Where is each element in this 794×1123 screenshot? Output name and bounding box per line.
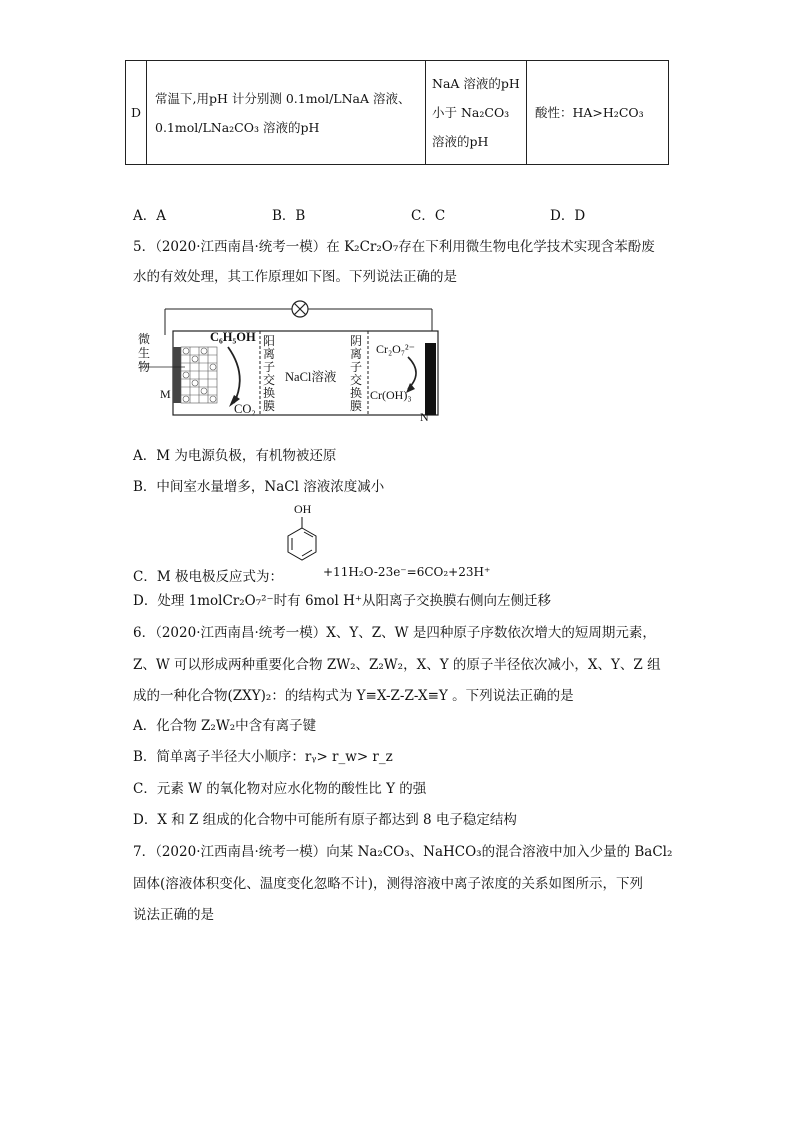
phenol-formula: C₆H₅OH xyxy=(210,330,256,344)
q6-stem-cont: 成的一种化合物(ZXY)₂：的结构式为 Y≡X-Z-Z-X≡Y 。下列说法正确的是 xyxy=(133,688,574,704)
microbe-label: 生 xyxy=(138,346,151,360)
cation-membrane-label: 子 xyxy=(263,360,276,374)
cation-membrane-label: 膜 xyxy=(263,399,276,413)
phenomenon-line: 溶液的pH xyxy=(432,134,489,149)
q7-stem-cont: 说法正确的是 xyxy=(133,907,214,923)
cation-membrane-label: 交 xyxy=(263,373,276,387)
anion-membrane-label: 交 xyxy=(350,373,363,387)
choice-a[interactable]: A．A xyxy=(133,208,166,224)
table-row xyxy=(126,61,669,165)
q6-option-c[interactable]: C．元素 W 的氧化物对应水化物的酸性比 Y 的强 xyxy=(133,781,427,797)
choice-d[interactable]: D．D xyxy=(550,208,586,224)
phenomenon-cell xyxy=(426,61,527,165)
nacl-label: NaCl溶液 xyxy=(285,370,337,384)
operation-line: 0.1mol/LNa₂CO₃ 溶液的pH xyxy=(155,119,320,135)
dichromate-label: Cr₂O₇²⁻ xyxy=(376,342,415,356)
q5-stem: 5．（2020·江西南昌·统考一模）在 K₂Cr₂O₇存在下利用微生物电化学技术实现含苯酚废 xyxy=(133,239,655,255)
co2-label: CO₂ xyxy=(234,402,256,416)
phenomenon-line: NaA 溶液的pH xyxy=(432,76,520,91)
operation-cell xyxy=(147,61,426,165)
bulb-icon xyxy=(292,301,308,317)
q6-stem-cont: Z、W 可以形成两种重要化合物 ZW₂、Z₂W₂，X、Y 的原子半径依次减小，X、Y、Z 组 xyxy=(133,657,661,673)
electrode-n xyxy=(425,343,436,415)
cation-membrane-label: 阳 xyxy=(263,334,276,348)
q6-option-d[interactable]: D．X 和 Z 组成的化合物中可能所有原子都达到 8 电子稳定结构 xyxy=(133,812,517,828)
anion-membrane-label: 离 xyxy=(350,347,363,361)
cation-membrane-label: 换 xyxy=(263,386,276,400)
q5-option-b[interactable]: B．中间室水量增多，NaCl 溶液浓度减小 xyxy=(133,479,385,495)
choice-c[interactable]: C．C xyxy=(411,208,446,224)
q6-stem: 6．（2020·江西南昌·统考一模）X、Y、Z、W 是四种原子序数依次增大的短周期元素， xyxy=(133,625,656,641)
q7-stem: 7．（2020·江西南昌·统考一模）向某 Na₂CO₃、NaHCO₃的混合溶液中加入少量的 BaCl₂ xyxy=(133,844,673,860)
microbe-label: 微 xyxy=(138,332,151,346)
q5-option-a[interactable]: A．M 为电源负极，有机物被还原 xyxy=(133,448,337,464)
anion-membrane-label: 子 xyxy=(350,360,363,374)
q5-stem-cont: 水的有效处理，其工作原理如下图。下列说法正确的是 xyxy=(133,269,457,285)
phenol-structure xyxy=(282,500,322,574)
electrochemical-cell-diagram xyxy=(130,295,450,429)
q7-stem-cont: 固体(溶液体积变化、温度变化忽略不计)，测得溶液中离子浓度的关系如图所示，下列 xyxy=(133,876,644,892)
conclusion-cell: 酸性：HA>H₂CO₃ xyxy=(527,61,669,165)
n-label: N xyxy=(420,410,429,424)
microbe-label: 物 xyxy=(138,360,151,374)
choice-b[interactable]: B．B xyxy=(272,208,306,224)
anion-membrane-label: 膜 xyxy=(350,399,363,413)
hydroxyl-label: OH xyxy=(294,502,312,516)
q6-option-b[interactable]: B．简单离子半径大小顺序：rᵧ> r_w> r_z xyxy=(133,749,393,765)
experiment-table xyxy=(125,60,669,165)
anion-membrane-label: 换 xyxy=(350,386,363,400)
cation-membrane-label: 离 xyxy=(263,347,276,361)
q5-option-d[interactable]: D．处理 1molCr₂O₇²⁻时有 6mol H⁺从阳离子交换膜右侧向左侧迁移 xyxy=(133,593,551,609)
q5-option-c[interactable] xyxy=(133,565,491,585)
anion-membrane-label: 阴 xyxy=(350,334,363,348)
chromium-hydroxide-label: Cr(OH)₃ xyxy=(370,388,412,402)
benzene-ring-icon xyxy=(282,500,322,570)
m-label: M xyxy=(160,387,171,401)
operation-line: 常温下,用pH 计分别测 0.1mol/LNaA 溶液、 xyxy=(155,90,411,106)
row-label: D xyxy=(126,61,147,165)
q5-option-c-equation: +11H₂O-23e⁻=6CO₂+23H⁺ xyxy=(323,565,491,579)
cell-svg xyxy=(130,295,450,425)
electrode-m xyxy=(173,347,181,403)
phenomenon-line: 小于 Na₂CO₃ xyxy=(432,105,510,120)
q5-option-c-prefix: C．M 极电极反应式为： xyxy=(133,569,283,585)
q6-option-a[interactable]: A．化合物 Z₂W₂中含有离子键 xyxy=(133,718,317,734)
